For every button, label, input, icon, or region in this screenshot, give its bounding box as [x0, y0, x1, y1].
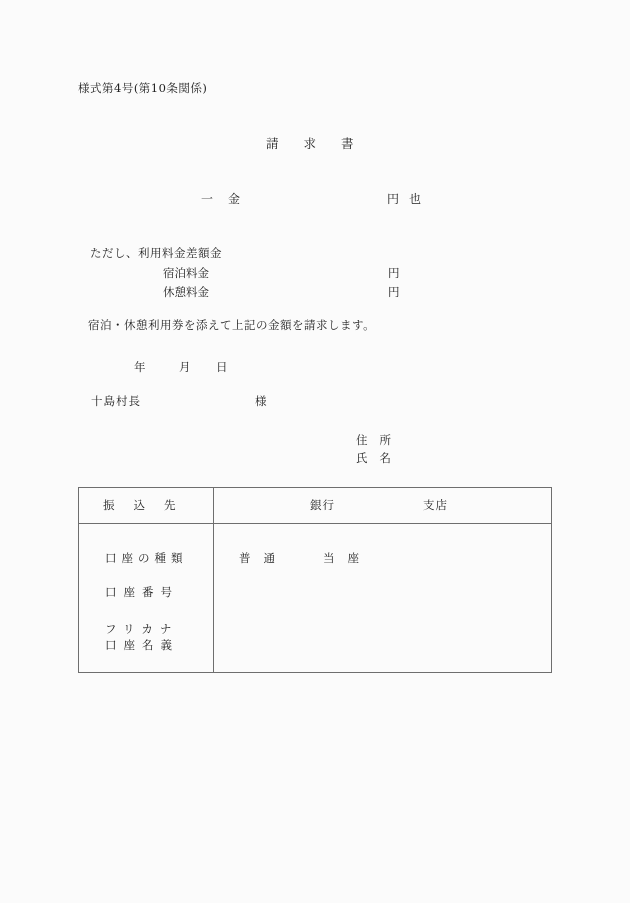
- account-type-label: 口座の種類: [105, 551, 188, 565]
- claim-statement: 宿泊・休憩利用券を添えて上記の金額を請求します。: [88, 318, 376, 332]
- transfer-to-header-cell: [79, 488, 214, 524]
- lodging-fee-label: 宿泊料金: [163, 266, 209, 280]
- name-label: 氏名: [356, 451, 403, 465]
- account-values-cell: [214, 524, 551, 672]
- date-year-label: 年: [134, 360, 146, 374]
- account-type-ordinary-option: 普通: [239, 551, 288, 565]
- transfer-to-label: 振込先: [103, 497, 195, 512]
- account-labels-cell: [79, 524, 214, 672]
- account-holder-label: 口座名義: [105, 638, 179, 652]
- furigana-label: フリカナ: [105, 622, 179, 636]
- address-label: 住所: [356, 433, 403, 447]
- lodging-fee-unit: 円: [388, 266, 400, 280]
- account-number-label: 口座番号: [105, 585, 179, 599]
- addressee-name: 十島村長: [91, 394, 141, 408]
- date-day-label: 日: [216, 360, 228, 374]
- rest-fee-label: 休憩料金: [163, 285, 209, 299]
- rest-fee-unit: 円: [388, 285, 400, 299]
- branch-label: 支店: [423, 497, 448, 512]
- account-type-current-option: 当座: [323, 551, 372, 565]
- date-month-label: 月: [179, 360, 191, 374]
- bank-transfer-table: [78, 487, 552, 673]
- form-number: 様式第4号(第10条関係): [78, 81, 208, 95]
- amount-prefix-label: 一金: [201, 192, 256, 206]
- breakdown-note: ただし、利用料金差額金: [90, 246, 222, 260]
- addressee-honorific: 様: [255, 394, 267, 408]
- bank-branch-header-cell: [214, 488, 551, 524]
- bank-label: 銀行: [310, 497, 335, 512]
- document-title: 請求書: [266, 136, 379, 151]
- amount-unit-label: 円也: [387, 192, 432, 206]
